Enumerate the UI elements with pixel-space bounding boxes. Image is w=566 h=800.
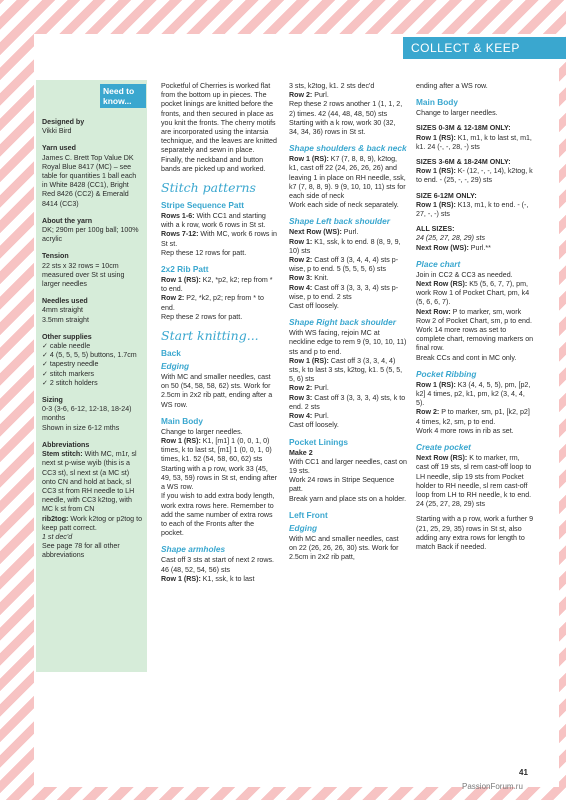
stripe-sequence-heading: Stripe Sequence Patt (161, 200, 244, 211)
pattern-text: With MC and smaller needles, cast on 22 (26, 26, 26, 30) sts. Work for 2.5cm in 2x2 rib patt, (289, 534, 399, 562)
pattern-text: Join in CC2 & CC3 as needed. (416, 270, 513, 279)
size-heading: ALL SIZES: (416, 225, 455, 234)
stripe-repeat: Rep these 12 rows for patt. (161, 248, 247, 257)
place-chart-heading: Place chart (416, 258, 461, 269)
main-body-row: Row 1 (RS): K1, [m1] 1 (0, 0, 1, 0) times, k to last st, [m1] 1 (0, 0, 1, 0) times, k1. 52 (54, 58, 60, 62) sts (161, 437, 272, 464)
yarn-heading: Yarn used (42, 144, 76, 153)
abbreviation-stem-stitch: Stem stitch: With MC, m1r, sl next st p-wise wyib (this is a CC3 st), sl next st (a MC st) onto CN and hold at back, sl CC3 st from RH needle to LH needle, with CC3 k2tog, with MC k st from CN (42, 450, 137, 514)
pattern-row: Row 3: Cast off 3 (3, 3, 3, 4) sts, k to end. 2 sts (289, 393, 406, 411)
about-yarn-heading: About the yarn (42, 216, 93, 225)
sidebar-content (42, 118, 143, 569)
needle-item: 3.5mm straight (42, 315, 89, 324)
abbreviations-heading: Abbreviations (42, 440, 90, 449)
pattern-text: Change to larger needles. (416, 109, 498, 118)
pattern-row: Row 2: Purl. (289, 91, 329, 100)
back-heading: Back (161, 348, 181, 359)
pattern-row: Next Row (WS): Purl.** (416, 243, 491, 252)
designer-name: Vikki Bird (42, 127, 72, 136)
rib-patt-heading: 2x2 Rib Patt (161, 264, 209, 275)
column-4 (416, 82, 534, 558)
pattern-text: 24 (25, 27, 28, 29) sts (416, 234, 486, 243)
pattern-text: Work 14 more rows as set to complete chart, removing markers on final row. (416, 326, 534, 353)
section-banner: COLLECT & KEEP (403, 37, 566, 59)
page-number: 41 (519, 768, 528, 777)
edging-heading: Edging (161, 361, 190, 372)
watermark: PassionForum.ru (462, 782, 523, 791)
rib-repeat: Rep these 2 rows for patt. (161, 312, 243, 321)
pattern-text: With WS facing, rejoin MC at neckline edge to rem 9 (9, 10, 10, 11) sts and p to end. (289, 329, 407, 356)
abbreviation-note: 1 st dec'd (42, 532, 73, 541)
right-shoulder-heading: Shape Right back shoulder (289, 317, 396, 328)
column-2 (161, 82, 278, 590)
supply-item: ✓ tapestry needle (42, 360, 99, 369)
pocket-linings-heading: Pocket Linings (289, 436, 349, 447)
pattern-text: Break CCs and cont in MC only. (416, 353, 517, 362)
sizing-heading: Sizing (42, 396, 63, 405)
abbreviation-rib2tog: rib2tog: Work k2tog or p2tog to keep patt correct. (42, 514, 143, 532)
supply-item: ✓ stitch markers (42, 369, 95, 378)
supply-item: ✓ 4 (5, 5, 5, 5) buttons, 1.7cm (42, 351, 137, 360)
sizing-shown: Shown in size 6-12 mths (42, 423, 120, 432)
rib-row: Row 1 (RS): K2, *p2, k2; rep from * to end. (161, 276, 273, 294)
pattern-row: Row 1 (RS): K13, m1, k to end. - (-, 27, -, -) sts (416, 200, 529, 219)
size-heading: SIZES 0-3M & 12-18M ONLY: (416, 124, 511, 133)
pattern-row: Row 3: Knit. (289, 274, 329, 283)
intro-text: Pocketful of Cherries is worked flat from the bottom up in pieces. The pocket linings are knitted before the fronts, and then secured in place as you knit the fronts. The cherry motifs are incorporated using the intarsia technique, and the leaves are knitted separately and sewn in place. Finally, the neckband and button bands are picked up and worked. (161, 82, 277, 173)
pattern-row: Row 1 (RS): Cast off 3 (3, 3, 4, 4) sts, k to last 3 sts, k2tog, k1. 5 (5, 5, 5, 6) sts (289, 356, 403, 384)
size-heading: SIZES 3-6M & 18-24M ONLY: (416, 158, 511, 167)
pattern-row: Row 1 (RS): K7 (7, 8, 8, 9), k2tog, k1, cast off 22 (24, 26, 26, 26) and leaving 1 in place on RH needle, ssk, k7 (7, 8, 8, 9). 9 (9, 10, 10, 11) sts for each side of neck (289, 155, 406, 201)
pattern-row: Next Row (RS): K5 (5, 6, 7, 7), pm, work Row 1 of Pocket Chart, pm, k4 (5, 6, 6, 7). (416, 280, 530, 307)
main-body-heading: Main Body (161, 415, 203, 426)
size-heading: SIZE 6-12M ONLY: (416, 191, 477, 200)
left-front-edging-heading: Edging (289, 522, 318, 533)
abbreviation-reference: See page 78 for all other abbreviations (42, 542, 120, 560)
designer-heading: Designed by (42, 118, 85, 126)
main-body-note: If you wish to add extra body length, work extra rows here. Remember to add the same number of extra rows to each of the Fronts after the pocket. (161, 492, 275, 538)
pattern-row: Row 4: Cast off 3 (3, 3, 3, 4) sts p-wise, p to end. 2 sts (289, 283, 399, 301)
edging-text: With MC and smaller needles, cast on 50 (54, 58, 58, 62) sts. Work for 2.5cm in 2x2 rib patt, ending after a WS row. (161, 373, 273, 409)
pattern-text: With CC1 and larger needles, cast on 19 sts. (289, 457, 407, 475)
needles-heading: Needles used (42, 297, 88, 306)
pattern-text: Work 24 rows in Stripe Sequence patt. (289, 476, 395, 494)
pattern-row: Row 2: Purl. (289, 384, 329, 393)
pattern-text: Starting with a p row, work a further 9 (21, 25, 29, 35) rows in St st, also adding any extra rows for length to match Back if needed. (416, 515, 534, 551)
yarn-text: James C. Brett Top Value DK Royal Blue 8417 (MC) – see table for quantities 1 ball each in White 8428 (CC1), Bright Red 8426 (CC2) & Emerald 8414 (CC3) (42, 153, 137, 208)
pattern-text: Work each side of neck separately. (289, 201, 399, 210)
stripe-row: Rows 1-6: With CC1 and starting with a k row, work 6 rows in St st. (161, 212, 266, 230)
start-knitting-heading: Start knitting... (161, 328, 259, 344)
pattern-text: Rep these 2 rows another 1 (1, 1, 2, 2) times. 42 (44, 48, 48, 50) sts (289, 100, 403, 118)
armholes-row: Row 1 (RS): K1, ssk, k to last (161, 574, 255, 583)
rib-row: Row 2: P2, *k2, p2; rep from * to end. (161, 294, 264, 312)
about-yarn-text: DK; 290m per 100g ball; 100% acrylic (42, 226, 139, 244)
pattern-row: Next Row (WS): Purl. (289, 228, 359, 237)
pattern-row: Row 1: K1, ssk, k to end. 8 (8, 9, 9, 10) sts (289, 237, 401, 255)
supply-item: ✓ 2 stitch holders (42, 378, 98, 387)
pattern-text: Work 4 more rows in rib as set. (416, 426, 514, 435)
pattern-text: Break yarn and place sts on a holder. (289, 494, 407, 503)
main-body-text: Change to larger needles. (161, 427, 243, 436)
pattern-row: Row 1 (RS): K1, m1, k to last st, m1, k1. 24 (-, -, 28, -) sts (416, 133, 532, 151)
armholes-heading: Shape armholes (161, 544, 226, 555)
needle-item: 4mm straight (42, 306, 83, 315)
supplies-heading: Other supplies (42, 332, 92, 341)
pattern-text: Cast off loosely. (289, 421, 339, 430)
need-to-know-badge: Need to know... (100, 84, 146, 108)
left-front-heading: Left Front (289, 509, 328, 520)
pattern-row: Row 1 (RS): K- (12, -, -, 14), k2tog, k to end. - (25, -, -, 29) sts (416, 167, 533, 185)
left-shoulder-heading: Shape Left back shoulder (289, 216, 390, 227)
tension-text: 22 sts x 32 rows = 10cm measured over St st using larger needles (42, 261, 125, 289)
pattern-row: Row 1 (RS): K3 (4, 4, 5, 5), pm, [p2, k2] 4 times, p2, k1, pm, k2 (3, 4, 4, 5). (416, 380, 531, 408)
stitch-patterns-heading: Stitch patterns (161, 180, 256, 196)
sizing-text: 0-3 (3-6, 6-12, 12-18, 18-24) months (42, 405, 132, 423)
shoulders-heading: Shape shoulders & back neck (289, 143, 407, 154)
armholes-text: Cast off 3 sts at start of next 2 rows. 46 (48, 52, 54, 56) sts (161, 556, 275, 574)
pattern-text: Cast off loosely. (289, 302, 339, 311)
create-pocket-heading: Create pocket (416, 442, 471, 453)
pattern-row: Next Row: P to marker, sm, work Row 2 of Pocket Chart, sm, p to end. (416, 307, 532, 325)
pattern-text: ending after a WS row. (416, 82, 488, 90)
column-3 (289, 82, 407, 568)
pocket-ribbing-heading: Pocket Ribbing (416, 368, 477, 379)
pattern-text: Starting with a k row, work 30 (32, 34, 34, 36) rows in St st. (289, 118, 396, 137)
stripe-row: Rows 7-12: With MC, work 6 rows in St st. (161, 230, 277, 248)
pattern-row: Row 2: P to marker, sm, p1, [k2, p2] 4 times, k2, sm, p to end. (416, 408, 530, 426)
pattern-row: Row 2: Cast off 3 (3, 4, 4, 4) sts p-wise, p to end. 5 (5, 5, 5, 6) sts (289, 256, 399, 274)
armholes-cont: 3 sts, k2tog, k1. 2 sts dec'd (289, 82, 375, 90)
pattern-row: Next Row (RS): K to marker, rm, cast off 19 sts, sl rem cast-off loop to LH needle, slip 19 sts from Pocket holder to RH needle, sl rem cast-off loop from LH to RH needle, k to end. 24 (25, 27, 28, 29) sts (416, 454, 532, 509)
tension-heading: Tension (42, 252, 69, 261)
main-body-text: Starting with a p row, work 33 (45, 49, 53, 59) rows in St st, ending after a WS row. (161, 464, 277, 492)
supply-item: ✓ cable needle (42, 342, 91, 351)
main-body-heading: Main Body (416, 97, 458, 108)
pattern-row: Row 4: Purl. (289, 412, 329, 421)
make-count: Make 2 (289, 448, 313, 457)
